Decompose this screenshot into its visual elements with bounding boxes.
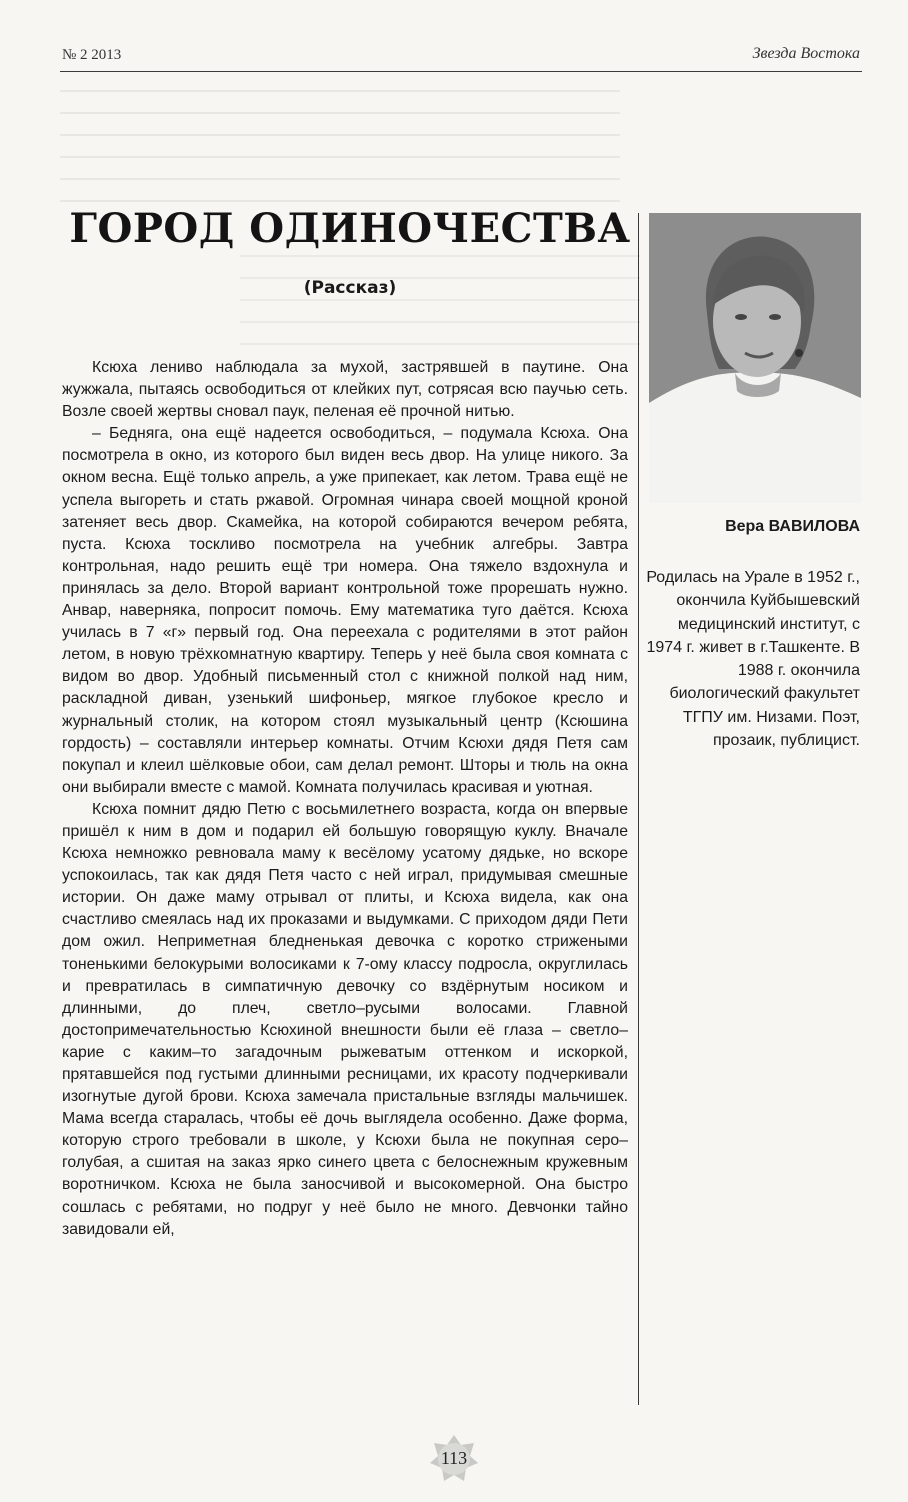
column-divider xyxy=(638,213,639,1405)
article-subtitle: (Рассказ) xyxy=(303,278,397,298)
issue-number: № 2 2013 xyxy=(62,47,122,63)
journal-name: Звезда Востока xyxy=(752,45,860,62)
page-number: 113 xyxy=(440,1448,468,1468)
paragraph: – Бедняга, она ещё надеется освободиться, – подумала Ксюха. Она посмотрела в окно, из которого был виден весь двор. На улице никого. За окном весна. Ещё только апрель, а уже припекает, как летом. Трава ещё не успела выгореть и стать ржавой. Огромная чинара своей мощной кроной затеняет весь двор. Скамейка, на которой собираются вечером ребята, пуста. Ксюха тоскливо посмотрела на учебник алгебры. Завтра контрольная, надо решить ещё три номера. Она тяжело вздохнула и принялась за дело. Второй вариант контрольной тоже прорешать нужно. Анвар, наверняка, попросит помочь. Ему математика туго даётся. Ксюха училась в 7 «г» первый год. Она переехала с родителями в этот район летом, в новую трёхкомнатную квартиру. Теперь у неё была своя комната с видом во двор. Удобный письменный стол с книжной полкой над ним, раскладной диван, узенький шифоньер, мягкое глубокое кресло и журнальный столик, на котором стоял музыкальный центр (Ксюшина гордость) – составляли интерьер комнаты. Отчим Ксюхи дядя Петя сам покупал и клеил шёлковые обои, сам делал ремонт. Шторы и тюль на окна они выбирали вместе с мамой. Комната получилась красивая и уютная. xyxy=(62,425,628,796)
portrait-illustration xyxy=(649,213,861,503)
paragraph: Ксюха лениво наблюдала за мухой, застрявшей в паутине. Она жужжала, пытаясь освободиться от клейких пут, сотрясая всю паучью сеть. Возле своей жертвы сновал паук, пеленая её прочной нитью. xyxy=(62,359,628,421)
article-body xyxy=(62,357,628,1241)
show-through-texture xyxy=(60,90,620,210)
show-through-texture xyxy=(240,255,640,345)
author-bio: Родилась на Урале в 1952 г., окончила Куйбышевский медицинский институт, с 1974 г. живет в г.Ташкенте. В 1988 г. окончила биологический факультет ТГПУ им. Низами. Поэт, прозаик, публицист. xyxy=(646,569,860,750)
author-name: Вера ВАВИЛОВА xyxy=(725,518,860,535)
article-title: ГОРОД ОДИНОЧЕСТВА xyxy=(69,205,631,252)
author-photo xyxy=(649,213,861,503)
paragraph: Ксюха помнит дядю Петю с восьмилетнего возраста, когда он впервые пришёл к ним в дом и подарил ей большую говорящую куклу. Вначале Ксюха немножко ревновала маму к весёлому усатому дядьке, но вскоре успокоилась, так как дядя Петя часто с ней играл, придумывая смешные истории. Он даже маму отрывал от плиты, и Ксюха видела, как она счастливо смеялась над их проказами и выдумками. С приходом дяди Пети дом ожил. Неприметная бледненькая девочка с коротко стрижеными тоненькими белокурыми волосиками к 7-ому классу подросла, округлилась и превратилась в симпатичную девочку со вздёрнутым носиком и длинными, до плеч, светло–русыми волосами. Главной достопримечательностью Ксюхиной внешности были её глаза – светло–карие с каким–то загадочным рыжеватым оттенком и искоркой, прятавшейся под густыми длинными ресницами, их красоту подчеркивали изогнутые дугой брови. Ксюха замечала пристальные взгляды мальчишек. Мама всегда старалась, чтобы её дочь выглядела особенно. Даже форма, которую строго требовали в школе, у Ксюхи была не покупная серо–голубая, а сшитая на заказ ярко синего цвета с белоснежным кружевным воротничком. Ксюха не была заносчивой и высокомерной. Она быстро сошлась с ребятами, но подруг у неё было не много. Девчонки тайно завидовали ей, xyxy=(62,800,628,1238)
page-number-badge xyxy=(430,1435,478,1483)
header-divider xyxy=(60,71,862,72)
